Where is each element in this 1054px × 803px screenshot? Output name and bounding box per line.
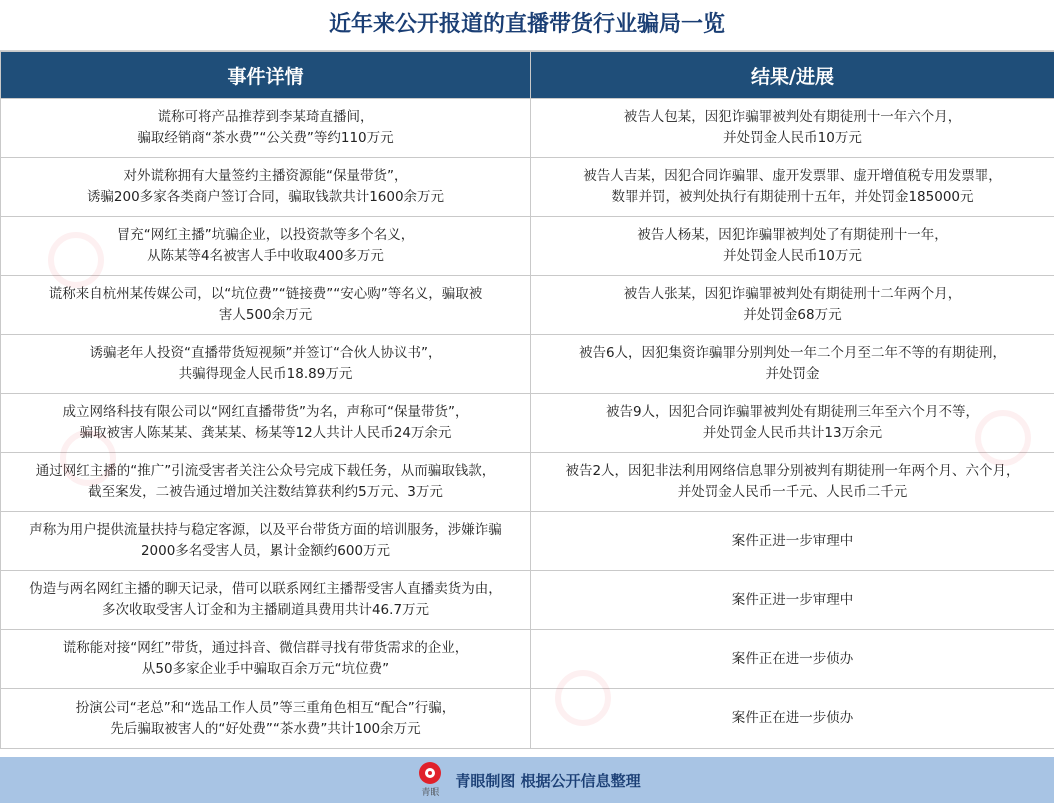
result-progress-line: 并处罚金68万元 (743, 307, 842, 323)
event-detail-line: 从50多家企业手中骗取百余万元“坑位费” (141, 661, 390, 677)
result-progress-line: 被告人杨某，因犯诈骗罪被判处了有期徒刑十一年， (637, 227, 948, 243)
result-progress-cell (531, 217, 1054, 276)
result-progress-line: 案件正进一步审理中 (731, 591, 854, 608)
event-detail-line: 谎称能对接“网红”带货，通过抖音、微信群寻找有带货需求的企业， (62, 640, 469, 656)
table-row (1, 630, 1054, 689)
logo-text: 青眼 (421, 788, 440, 798)
event-detail-line: 骗取经销商“茶水费”“公关费”等约110万元 (137, 130, 394, 146)
result-progress-cell (531, 689, 1054, 749)
event-detail-cell (1, 335, 531, 394)
event-detail-cell (1, 276, 531, 335)
event-detail-line: 通过网红主播的“推广”引流受害者关注公众号完成下载任务，从而骗取钱款， (35, 463, 496, 479)
result-progress-cell (531, 453, 1054, 512)
result-progress-line: 案件正在进一步侦办 (731, 650, 854, 667)
scam-cases-table (0, 51, 1054, 749)
event-detail-cell (1, 453, 531, 512)
table-row (1, 335, 1054, 394)
event-detail-cell (1, 630, 531, 689)
page-title: 近年来公开报道的直播带货行业骗局一览 (0, 0, 1054, 51)
event-detail-line: 先后骗取被害人的“好处费”“茶水费”共计100余万元 (110, 720, 421, 737)
logo-mark (419, 762, 441, 784)
event-detail-line: 截至案发，二被告通过增加关注数结算获利约5万元、3万元 (88, 484, 443, 500)
event-detail-cell (1, 689, 531, 749)
event-detail-cell (1, 217, 531, 276)
event-detail-cell (1, 512, 531, 571)
result-progress-line: 数罪并罚，被判处执行有期徒刑十五年，并处罚金185000元 (611, 189, 974, 205)
event-detail-line: 多次收取受害人订金和为主播刷道具费用共计46.7万元 (101, 602, 430, 618)
table-row (1, 158, 1054, 217)
result-progress-line: 并处罚金 (765, 366, 820, 382)
table-body (1, 99, 1054, 749)
table-row (1, 394, 1054, 453)
event-detail-line: 伪造与两名网红主播的聊天记录，借可以联系网红主播帮受害人直播卖货为由， (29, 581, 502, 597)
event-detail-line: 骗取被害人陈某某、龚某某、杨某等12人共计人民币24万余元 (79, 425, 452, 441)
table-row (1, 571, 1054, 630)
red-eye-logo-icon (413, 760, 447, 800)
footer-banner (0, 757, 1054, 803)
result-progress-line: 被告人吉某，因犯合同诈骗罪、虚开发票罪、虚开增值税专用发票罪， (583, 168, 1002, 184)
table-row (1, 689, 1054, 749)
event-detail-line: 从陈某等4名被害人手中收取400多万元 (147, 248, 384, 264)
table-row (1, 512, 1054, 571)
event-detail-line: 诱骗老年人投资“直播带货短视频”并签订“合伙人协议书”， (89, 345, 442, 361)
table-row (1, 217, 1054, 276)
result-progress-cell (531, 394, 1054, 453)
table-row (1, 453, 1054, 512)
event-detail-line: 声称为用户提供流量扶持与稳定客源，以及平台带货方面的培训服务，涉嫌诈骗 (29, 522, 502, 538)
result-progress-cell (531, 158, 1054, 217)
event-detail-line: 扮演公司“老总”和“选品工作人员”等三重角色相互“配合”行骗， (75, 699, 456, 716)
result-progress-cell (531, 512, 1054, 571)
event-detail-line: 成立网络科技有限公司以“网红直播带货”为名，声称可“保量带货”， (62, 404, 469, 420)
result-progress-line: 并处罚金人民币10万元 (723, 248, 862, 264)
event-detail-line: 谎称来自杭州某传媒公司，以“坑位费”“链接费”“安心购”等名义，骗取被 (48, 286, 483, 302)
column-header-result: 结果/进展 (531, 52, 1054, 99)
result-progress-line: 案件正在进一步侦办 (731, 710, 854, 726)
event-detail-line: 诱骗200多家各类商户签订合同，骗取钱款共计1600余万元 (86, 189, 445, 205)
result-progress-line: 案件正进一步审理中 (731, 532, 854, 549)
result-progress-cell (531, 571, 1054, 630)
event-detail-line: 共骗得现金人民币18.89万元 (178, 366, 353, 382)
event-detail-cell (1, 158, 531, 217)
event-detail-line: 冒充“网红主播”坑骗企业，以投资款等多个名义， (116, 227, 415, 243)
result-progress-cell (531, 99, 1054, 158)
result-progress-line: 并处罚金人民币10万元 (723, 130, 862, 146)
event-detail-cell (1, 394, 531, 453)
result-progress-cell (531, 630, 1054, 689)
event-detail-line: 谎称可将产品推荐到李某琦直播间， (157, 109, 374, 125)
result-progress-line: 并处罚金人民币共计13万余元 (702, 425, 883, 441)
table-row (1, 276, 1054, 335)
result-progress-line: 并处罚金人民币一千元、人民币二千元 (677, 484, 908, 500)
column-header-detail: 事件详情 (1, 52, 531, 99)
result-progress-line: 被告人张某，因犯诈骗罪被判处有期徒刑十二年两个月， (623, 286, 962, 302)
result-progress-line: 被告9人，因犯合同诈骗罪被判处有期徒刑三年至六个月不等， (605, 404, 980, 420)
result-progress-cell (531, 335, 1054, 394)
event-detail-line: 对外谎称拥有大量签约主播资源能“保量带货”， (123, 168, 408, 184)
table-row (1, 99, 1054, 158)
event-detail-line: 2000多名受害人员，累计金额约600万元 (140, 543, 391, 559)
source-note: 青眼制图 根据公开信息整理 (455, 771, 641, 790)
table-header-row (1, 52, 1054, 99)
result-progress-line: 被告6人，因犯集资诈骗罪分别判处一年二个月至二年不等的有期徒刑， (578, 345, 1007, 361)
result-progress-line: 被告2人，因犯非法利用网络信息罪分别被判有期徒刑一年两个月、六个月， (565, 463, 1020, 479)
event-detail-line: 害人500余万元 (218, 307, 313, 323)
result-progress-cell (531, 276, 1054, 335)
event-detail-cell (1, 571, 531, 630)
result-progress-line: 被告人包某，因犯诈骗罪被判处有期徒刑十一年六个月， (623, 109, 962, 125)
event-detail-cell (1, 99, 531, 158)
